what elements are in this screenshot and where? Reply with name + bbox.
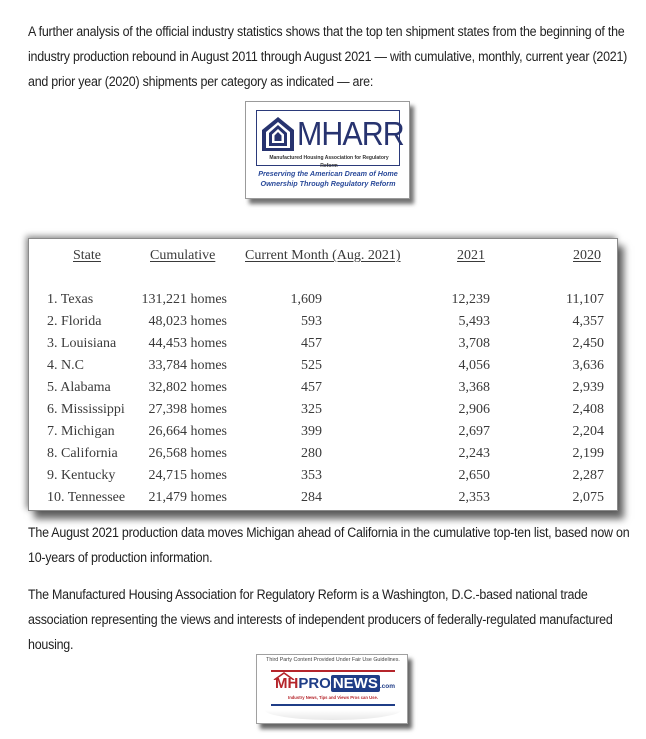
wordmark-news: NEWS <box>332 675 378 692</box>
table-row <box>29 314 617 336</box>
cell-current-month: 284 <box>301 490 322 505</box>
cell-cumulative: 27,398 homes <box>148 402 227 417</box>
table-row <box>29 336 617 358</box>
cell-2020: 2,450 <box>572 336 604 351</box>
cell-current-month: 593 <box>301 314 322 329</box>
mharr-tagline: Preserving the American Dream of Home Ownership Through Regulatory Reform <box>258 169 398 188</box>
cell-current-month: 280 <box>301 446 322 461</box>
mhpronews-logo <box>256 654 408 724</box>
cell-2021: 2,243 <box>458 446 490 461</box>
header-2020: 2020 <box>573 248 601 263</box>
cell-current-month: 1,609 <box>290 292 322 307</box>
cell-cumulative: 32,802 homes <box>148 380 227 395</box>
cell-2021: 2,650 <box>458 468 490 483</box>
cell-2021: 3,708 <box>458 336 490 351</box>
wordmark-pro: PRO <box>298 675 331 692</box>
cell-2021: 4,056 <box>458 358 490 373</box>
cell-current-month: 353 <box>301 468 322 483</box>
cell-state: 10. Tennessee <box>47 490 126 505</box>
cell-state: 7. Michigan <box>47 424 115 439</box>
cell-cumulative: 21,479 homes <box>148 490 227 505</box>
header-state: State <box>73 248 101 263</box>
cell-state: 1. Texas <box>47 292 94 307</box>
cell-current-month: 457 <box>301 336 322 351</box>
header-current-month: Current Month (Aug. 2021) <box>245 248 401 263</box>
cell-current-month: 525 <box>301 358 322 373</box>
table-row <box>29 490 617 512</box>
cell-state: 3. Louisiana <box>47 336 117 351</box>
header-cumulative: Cumulative <box>150 248 216 263</box>
cell-2020: 3,636 <box>572 358 604 373</box>
mhpronews-tagline: Industry News, Tips and Views Pros can Use. <box>288 695 378 700</box>
cell-2020: 2,287 <box>572 468 604 483</box>
cell-cumulative: 48,023 homes <box>148 314 227 329</box>
cell-2021: 2,906 <box>458 402 490 417</box>
cell-2020: 2,204 <box>572 424 604 439</box>
table-row <box>29 424 617 446</box>
cell-2021: 2,697 <box>458 424 490 439</box>
cell-2020: 4,357 <box>572 314 604 329</box>
cell-current-month: 399 <box>301 424 322 439</box>
fair-use-notice: Third Party Content Provided Under Fair Use Guidelines. <box>266 657 400 663</box>
cell-2021: 3,368 <box>458 380 490 395</box>
cell-cumulative: 44,453 homes <box>148 336 227 351</box>
mharr-subtitle: Manufactured Housing Association for Regulatory Reform <box>269 155 389 169</box>
cell-2021: 2,353 <box>458 490 490 505</box>
table-row <box>29 468 617 490</box>
intro-paragraph: A further analysis of the official industry statistics shows that the top ten shipment states from the beginning of the industry production rebound in August 2011 through August 2021 — with cumulative, monthly, current year (2021) and prior year (2020) shipments per category as indicated — are: <box>28 24 628 89</box>
cell-cumulative: 24,715 homes <box>148 468 227 483</box>
cell-2020: 2,408 <box>572 402 604 417</box>
header-2021: 2021 <box>457 248 485 263</box>
cell-state: 2. Florida <box>47 314 102 329</box>
table-row <box>29 292 617 314</box>
cell-cumulative: 131,221 homes <box>141 292 227 307</box>
shipments-table <box>28 238 618 511</box>
cell-2021: 5,493 <box>458 314 490 329</box>
mharr-logo <box>245 101 410 199</box>
table-row <box>29 446 617 468</box>
cell-2020: 2,075 <box>572 490 604 505</box>
house-icon <box>261 116 295 152</box>
cell-current-month: 325 <box>301 402 322 417</box>
table-row <box>29 358 617 380</box>
cell-2020: 11,107 <box>566 292 604 307</box>
blue-divider <box>271 704 395 706</box>
mharr-wordmark: MHARR <box>297 115 404 152</box>
cell-cumulative: 33,784 homes <box>148 358 227 373</box>
cell-state: 6. Mississippi <box>47 402 125 417</box>
table-row <box>29 402 617 424</box>
about-paragraph: The Manufactured Housing Association for Regulatory Reform is a Washington, D.C.-based national trade association representing the views and interests of independent producers of federally-regulated manufactured housing. <box>28 587 613 652</box>
page-curl <box>265 710 401 720</box>
cell-state: 8. California <box>47 446 118 461</box>
table-row <box>29 380 617 402</box>
cell-2020: 2,199 <box>572 446 604 461</box>
cell-state: 9. Kentucky <box>47 468 116 483</box>
cell-state: 4. N.C <box>47 358 84 373</box>
note-paragraph: The August 2021 production data moves Michigan ahead of California in the cumulative top-ten list, based now on 10-years of production information. <box>28 525 630 565</box>
mharr-logo-frame <box>256 110 404 169</box>
cell-current-month: 457 <box>301 380 322 395</box>
mhpronews-wordmark <box>275 676 395 695</box>
wordmark-mh: MH <box>275 675 299 692</box>
cell-cumulative: 26,664 homes <box>148 424 227 439</box>
cell-cumulative: 26,568 homes <box>148 446 227 461</box>
cell-2020: 2,939 <box>572 380 604 395</box>
wordmark-com: .com <box>379 683 396 690</box>
cell-state: 5. Alabama <box>47 380 111 395</box>
cell-2021: 12,239 <box>451 292 490 307</box>
